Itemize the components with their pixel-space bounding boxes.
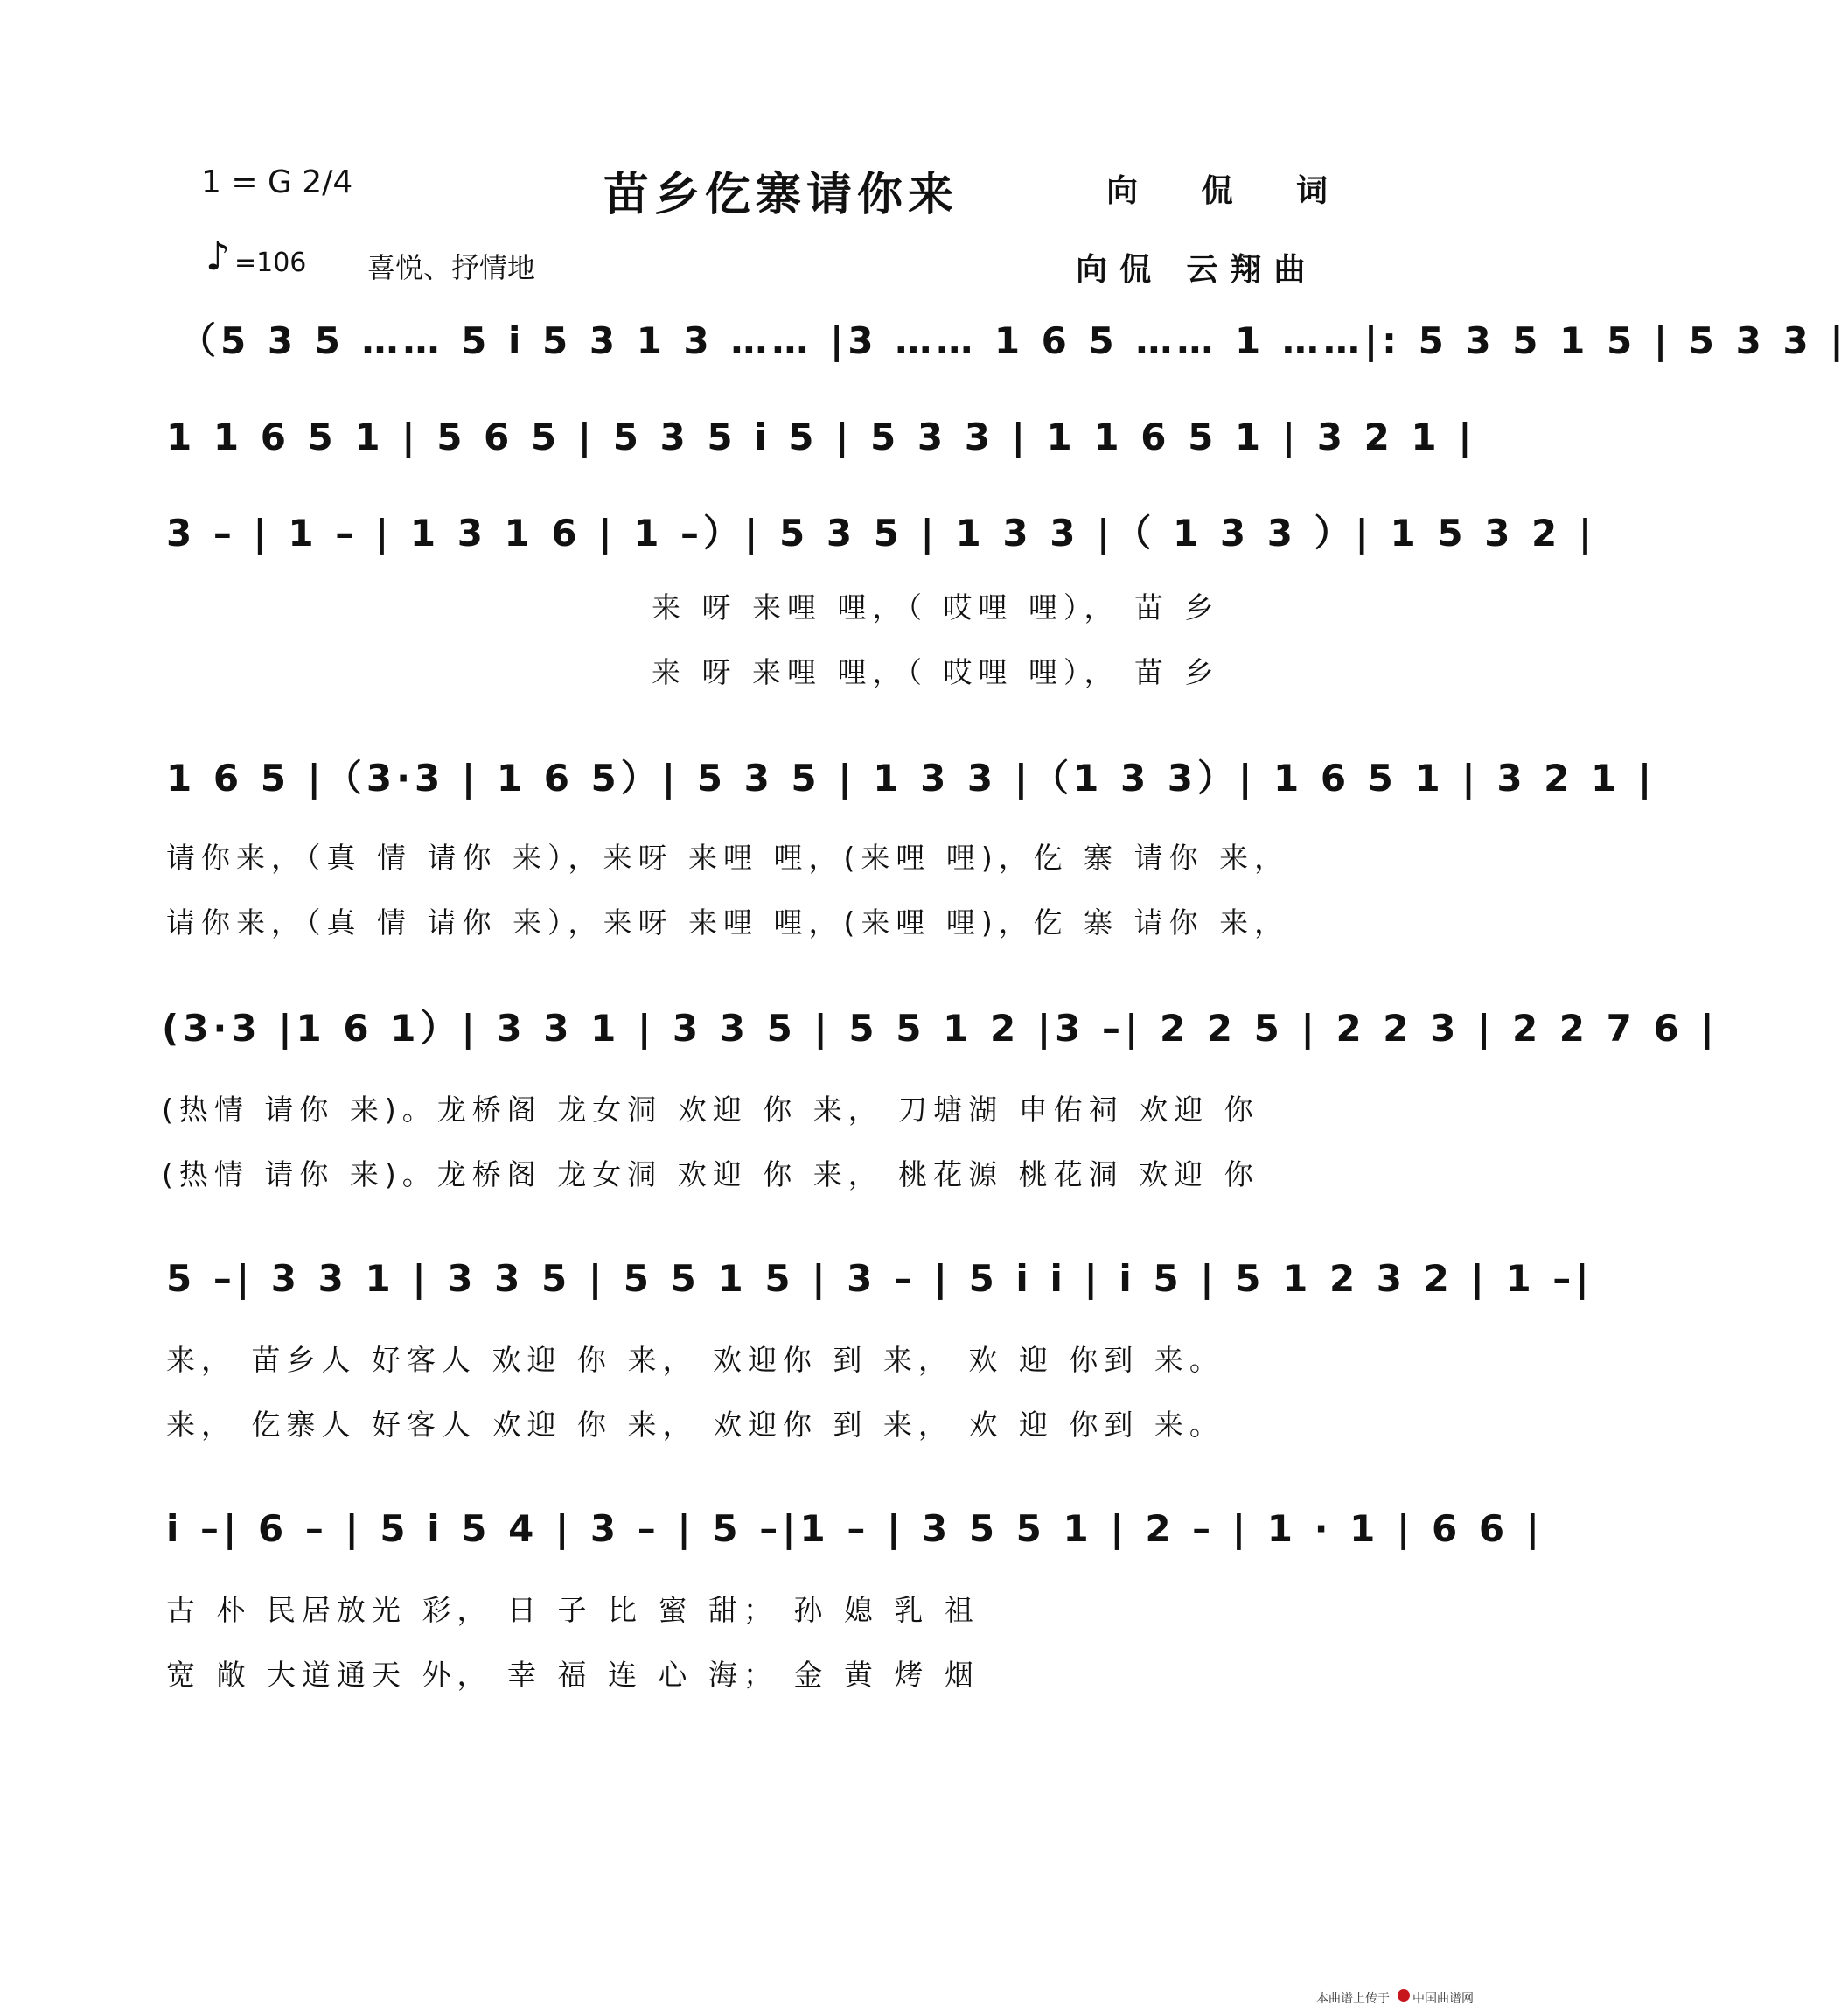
lyric-line-3b: 来 呀 来哩 哩，（ 哎哩 哩）， 苗 乡 [652,655,1220,689]
eighth-note-icon: ♪ [206,234,231,279]
score-row-3: 3 – | 1 – | 1 3 1 6 | 1 –）| 5 3 5 | 1 3 3 |（ 1 3 3 ）| 1 5 3 2 | [166,512,1597,555]
score-row-7: i –| 6 – | 5 i 5 4 | 3 – | 5 –|1 – | 3 5 5 1 | 2 – | 1 · 1 | 6 6 | [166,1507,1545,1550]
score-row-4: 1 6 5 |（3·3 | 1 6 5）| 5 3 5 | 1 3 3 |（1 3 3）| 1 6 5 1 | 3 2 1 | [166,757,1656,800]
lyric-line-4b: 请你来，（真 情 请你 来），来呀 来哩 哩，(来哩 哩)，仡 寨 请你 来， [166,905,1290,940]
page-title: 苗乡仡寨请你来 [603,168,959,221]
score-row-5: (3·3 |1 6 1）| 3 3 1 | 3 3 5 | 5 5 1 2 |3 –| 2 2 5 | 2 2 3 | 2 2 7 6 | [162,1007,1719,1050]
lyric-line-6b: 来， 仡寨人 好客人 欢迎 你 来， 欢迎你 到 来， 欢 迎 你到 来。 [166,1408,1224,1442]
key-meter: 1 = G 2/4 [201,164,353,200]
lyric-line-7b: 宽 敞 大道通天 外， 幸 福 连 心 海； 金 黄 烤 烟 [166,1658,980,1692]
lyric-line-6a: 来， 苗乡人 好客人 欢迎 你 来， 欢迎你 到 来， 欢 迎 你到 来。 [166,1343,1224,1377]
composer-credit: 向侃 云翔曲 [1076,251,1318,288]
lyric-line-4a: 请你来，（真 情 请你 来），来呀 来哩 哩，(来哩 哩)，仡 寨 请你 来， [166,841,1290,875]
lyric-line-5a: (热情 请你 来)。龙桥阁 龙女洞 欢迎 你 来， 刀塘湖 申佑祠 欢迎 你 [162,1093,1259,1127]
lyric-line-3a: 来 呀 来哩 哩，（ 哎哩 哩）， 苗 乡 [652,590,1220,625]
lyric-line-7a: 古 朴 民居放光 彩， 日 子 比 蜜 甜； 孙 媳 乳 祖 [166,1593,980,1627]
lyricist-credit: 向 侃 词 [1106,172,1355,209]
score-row-6: 5 –| 3 3 1 | 3 3 5 | 5 5 1 5 | 3 – | 5 i i | i 5 | 5 1 2 3 2 | 1 –| [166,1257,1593,1300]
tempo-value: =106 [234,248,307,278]
score-row-2: 1 1 6 5 1 | 5 6 5 | 5 3 5 i 5 | 5 3 3 | 1 1 6 5 1 | 3 2 1 | [166,416,1476,458]
footer-upload-text: 本曲谱上传于 [1316,1992,1390,2006]
site-link[interactable]: 中国曲谱网 [1412,1992,1474,2006]
expression-marking: 喜悦、抒情地 [367,251,536,284]
score-row-1: （5 3 5 …… 5 i 5 3 1 3 …… |3 …… 1 6 5 …… 1 ……|: 5 3 5 1 5 | 5 3 3 | [179,319,1848,362]
lyric-line-5b: (热情 请你 来)。龙桥阁 龙女洞 欢迎 你 来， 桃花源 桃花洞 欢迎 你 [162,1157,1259,1191]
site-logo-icon [1398,1989,1410,2002]
